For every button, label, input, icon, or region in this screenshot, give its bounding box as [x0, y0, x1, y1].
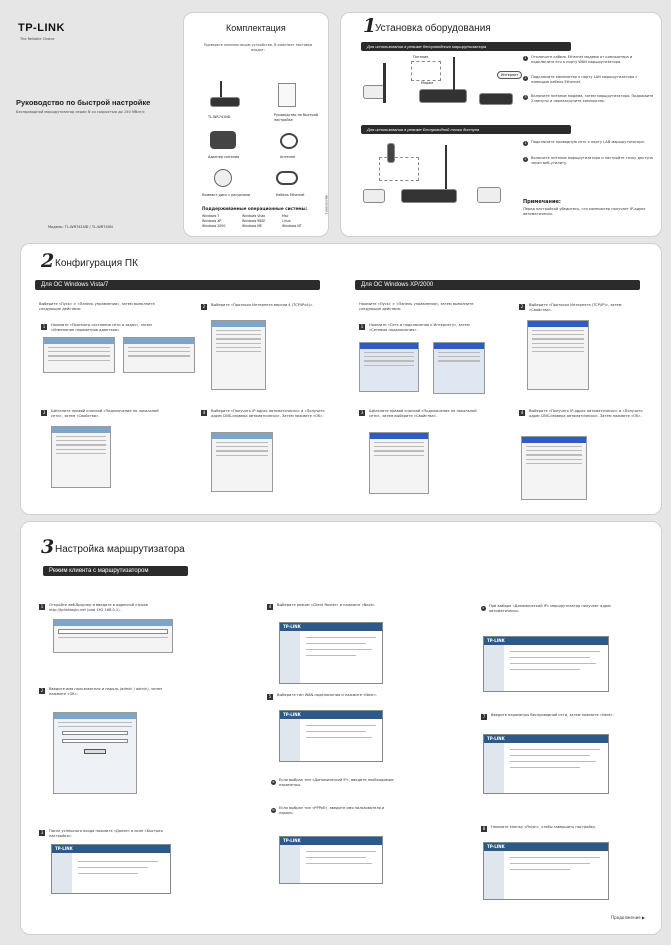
internet-label: Интернет	[497, 71, 522, 79]
section3-panel	[20, 521, 662, 935]
cover-panel	[10, 10, 175, 240]
os-item: Windows 98SE	[242, 219, 266, 223]
r-text-8: Введите параметры беспроводной сети, затем нажмите «Next».	[491, 713, 614, 717]
router-icon	[419, 89, 467, 103]
v-step-4: 4	[202, 410, 206, 415]
tp-header: TP-LINK	[280, 837, 382, 845]
x-text-3: Щёлкните правой кнопкой «Подключение по локальной сети», затем выберите «Свойства».	[369, 409, 477, 418]
side-code: 7106503798	[324, 195, 329, 215]
r-step-7: 7	[482, 714, 486, 719]
browser-screenshot	[53, 619, 173, 653]
s2-vista-bar: Для ОС Windows Vista/7	[35, 280, 320, 290]
footer-continue: Продолжение ▶	[611, 915, 645, 920]
modem-label: Модем	[421, 81, 433, 85]
os-item: Windows 7	[202, 214, 220, 218]
x-step-1: 1	[360, 324, 364, 329]
kit-item-cable: Кабель Ethernet	[276, 193, 305, 197]
s3-number: 3	[41, 536, 55, 558]
kit-item-adapter: Адаптер питания	[208, 155, 240, 159]
r-text-3: После успешного входа нажмите «Далее» в окне «Быстрая настройка».	[49, 829, 163, 838]
s3-mode-bar: Режим клиента с маршрутизатором	[43, 566, 188, 576]
tp-header: TP-LINK	[280, 711, 382, 719]
x-screenshot-3	[369, 432, 429, 494]
x-screenshot-2	[527, 320, 589, 390]
v-screenshot-1b	[123, 337, 195, 373]
cover-title: Руководство по быстрой настройке	[16, 98, 151, 107]
os-title: Поддерживаемые операционные системы:	[202, 206, 308, 211]
os-item: Linux	[282, 219, 291, 223]
v-step-2: 2	[202, 304, 206, 309]
v-text-1: Нажмите «Просмотр состояния сети и задач», затем «Изменение параметров адаптера».	[51, 323, 152, 332]
s1-note-text: Перед настройкой убедитесь, что компьютер получает IP-адрес автоматически.	[523, 207, 646, 216]
r-step-6b: b	[272, 808, 275, 812]
kit-panel	[183, 12, 329, 237]
tp-header: TP-LINK	[484, 735, 608, 743]
tp-header: TP-LINK	[484, 843, 608, 851]
v-text-3: Щёлкните правой кнопкой «Подключение по локальной сети», затем «Свойства».	[51, 409, 159, 418]
r-step-3: 3	[40, 830, 44, 835]
os-item: Mac	[282, 214, 289, 218]
s1a-text-3: Включите питание модема, затем маршрутизатора. Подождите 2 минуты и перезагрузите компьютер.	[531, 94, 654, 103]
modem-icon	[479, 93, 513, 105]
quick-setup-screenshot	[51, 844, 171, 894]
kit-title: Комплектация	[226, 23, 286, 33]
x-text-4: Выберите «Получить IP-адрес автоматически» и «Получить адрес DNS-сервера автоматически». Затем нажмите «OK».	[529, 409, 643, 418]
s2-xp-intro: Нажмите «Пуск» > «Панель управления», затем выполните следующие действия:	[359, 302, 474, 311]
os-item: Windows Vista	[242, 214, 266, 218]
s1b-text-1: Подключите проводную сеть к порту LAN маршрутизатора.	[531, 140, 645, 144]
s1b-text-2: Включите питание маршрутизатора и настройте точку доступа через веб-утилиту.	[531, 156, 653, 165]
r-text-2: Введите имя пользователя и пароль (admin / admin), затем нажмите «OK».	[49, 687, 163, 696]
s1-number: 1	[363, 15, 377, 37]
kit-intro: Проверьте комплектацию устройства. В комплект поставки входит:	[203, 43, 313, 52]
r-step-6a: a	[272, 780, 275, 784]
mode-screenshot	[279, 622, 383, 684]
antenna-image	[280, 133, 298, 149]
dynamic-screenshot	[483, 636, 609, 692]
kit-item-router: TL-WR741ND	[208, 115, 231, 119]
tp-header: TP-LINK	[52, 845, 170, 853]
s1-title: Установка оборудования	[375, 23, 491, 34]
s3-title: Настройка маршрутизатора	[55, 544, 185, 555]
section1-panel	[340, 12, 662, 237]
r-text-6: Если выбран тип «Динамический IP», введите необходимые параметры.	[279, 778, 394, 787]
s1a-step-1: 1	[524, 56, 527, 60]
s1-bar-router: Для использования в режиме беспроводного маршрутизатора	[361, 42, 571, 51]
s1a-text-1: Отключите кабель Ethernet модема от компьютера и подключите его к порту WAN маршрутизатора.	[531, 55, 633, 64]
os-item: Windows NT	[282, 224, 302, 228]
cover-model: Модель: TL-WR741ND / TL-WR740N	[48, 225, 113, 229]
os-item: Windows 2000	[202, 224, 226, 228]
s2-vista-intro: Выберите «Пуск» > «Панель управления», затем выполните следующие действия:	[39, 302, 155, 311]
x-screenshot-1	[359, 342, 419, 392]
power-plug-icon	[387, 143, 395, 163]
power-label: Питание	[413, 55, 429, 59]
diagram-ap	[361, 137, 521, 217]
laptop-icon	[363, 85, 385, 99]
wireless-screenshot	[483, 734, 609, 794]
r-step-8: 8	[482, 826, 486, 831]
adapter-image	[210, 131, 236, 149]
r-step-5: 5	[268, 694, 272, 699]
pppoe-screenshot	[279, 836, 383, 884]
diagram-router	[361, 53, 521, 119]
s2-number: 2	[41, 250, 55, 272]
r-dynamic-note: При выборе «Динамический IP» маршрутизатор получает адрес автоматически.	[489, 604, 612, 613]
tp-header: TP-LINK	[280, 623, 382, 631]
os-list	[202, 214, 322, 229]
v-screenshot-2	[211, 320, 266, 390]
v-screenshot-4	[211, 432, 273, 492]
x-step-4: 4	[520, 410, 524, 415]
cd-image	[214, 169, 232, 187]
r-text-7: Если выбран тип «PPPoE», введите имя пользователя и пароль.	[279, 806, 385, 815]
s1b-step-2: 2	[524, 157, 527, 161]
v-step-1: 1	[42, 324, 46, 329]
r-step-2: 2	[40, 688, 44, 693]
brand-tagline: The Reliable Choice	[20, 37, 55, 41]
os-item: Windows XP	[202, 219, 222, 223]
kit-item-cd: Компакт-диск с ресурсами	[202, 193, 251, 197]
s2-xp-bar: Для ОС Windows XP/2000	[355, 280, 640, 290]
x-screenshot-1b	[433, 342, 485, 394]
router-icon	[401, 189, 457, 203]
finish-screenshot	[483, 842, 609, 900]
r-text-5: Выберите тип WAN-подключения и нажмите «Next».	[277, 693, 378, 697]
x-screenshot-4	[521, 436, 587, 500]
section2-panel	[20, 243, 662, 515]
s1-note-title: Примечание:	[523, 199, 561, 205]
x-text-1: Нажмите «Сеть и подключения к Интернету», затем «Сетевые подключения».	[369, 323, 470, 332]
s1a-step-2: 2	[524, 76, 527, 80]
cable-image	[276, 171, 298, 185]
laptop-icon	[363, 189, 385, 203]
v-step-3: 3	[42, 410, 46, 415]
tp-header: TP-LINK	[484, 637, 608, 645]
r-step-1: 1	[40, 604, 44, 609]
r-text-9: Нажмите кнопку «Finish», чтобы завершить настройку.	[491, 825, 597, 829]
r-step-6c: c	[482, 606, 485, 610]
guide-image	[278, 83, 296, 107]
brand-logo: TP-LINK	[18, 22, 65, 34]
v-text-2: Выберите «Протокол Интернета версии 4 (TCP/IPv4)».	[211, 303, 314, 307]
s1a-step-3: 3	[524, 95, 527, 99]
router-image	[210, 81, 240, 111]
s2-title: Конфигурация ПК	[55, 258, 138, 269]
s1a-text-2: Подключите компьютер к порту LAN маршрутизатора с помощью кабеля Ethernet.	[531, 75, 638, 84]
v-screenshot-1	[43, 337, 115, 373]
s1-bar-ap: Для использования в режиме Беспроводной точки доступа	[361, 125, 571, 134]
kit-item-antenna: Антенна	[280, 155, 296, 159]
r-text-4: Выберите режим «Client Router» и нажмите «Next».	[277, 603, 376, 607]
v-text-4: Выберите «Получить IP-адрес автоматически» и «Получить адрес DNS-сервера автоматически». Затем нажмите «OK».	[211, 409, 325, 418]
login-dialog	[53, 712, 137, 794]
x-text-2: Выберите «Протокол Интернета (TCP/IP)», затем «Свойства».	[529, 303, 622, 312]
v-screenshot-3	[51, 426, 111, 488]
os-item: Windows ME	[242, 224, 263, 228]
r-text-1: Откройте веб-браузер и введите в адресной строке http://tplinklogin.net (или 192.168.0.1).	[49, 603, 149, 612]
r-step-4: 4	[268, 604, 272, 609]
kit-item-guide: Руководство по быстрой настройке	[274, 113, 318, 122]
x-step-3: 3	[360, 410, 364, 415]
s1b-step-1: 1	[524, 141, 527, 145]
x-step-2: 2	[520, 304, 524, 309]
wan-screenshot	[279, 710, 383, 762]
laptop-icon	[477, 187, 501, 203]
cover-subtitle: Беспроводной маршрутизатор серии N со скоростью до 150 Мбит/с	[16, 110, 145, 114]
